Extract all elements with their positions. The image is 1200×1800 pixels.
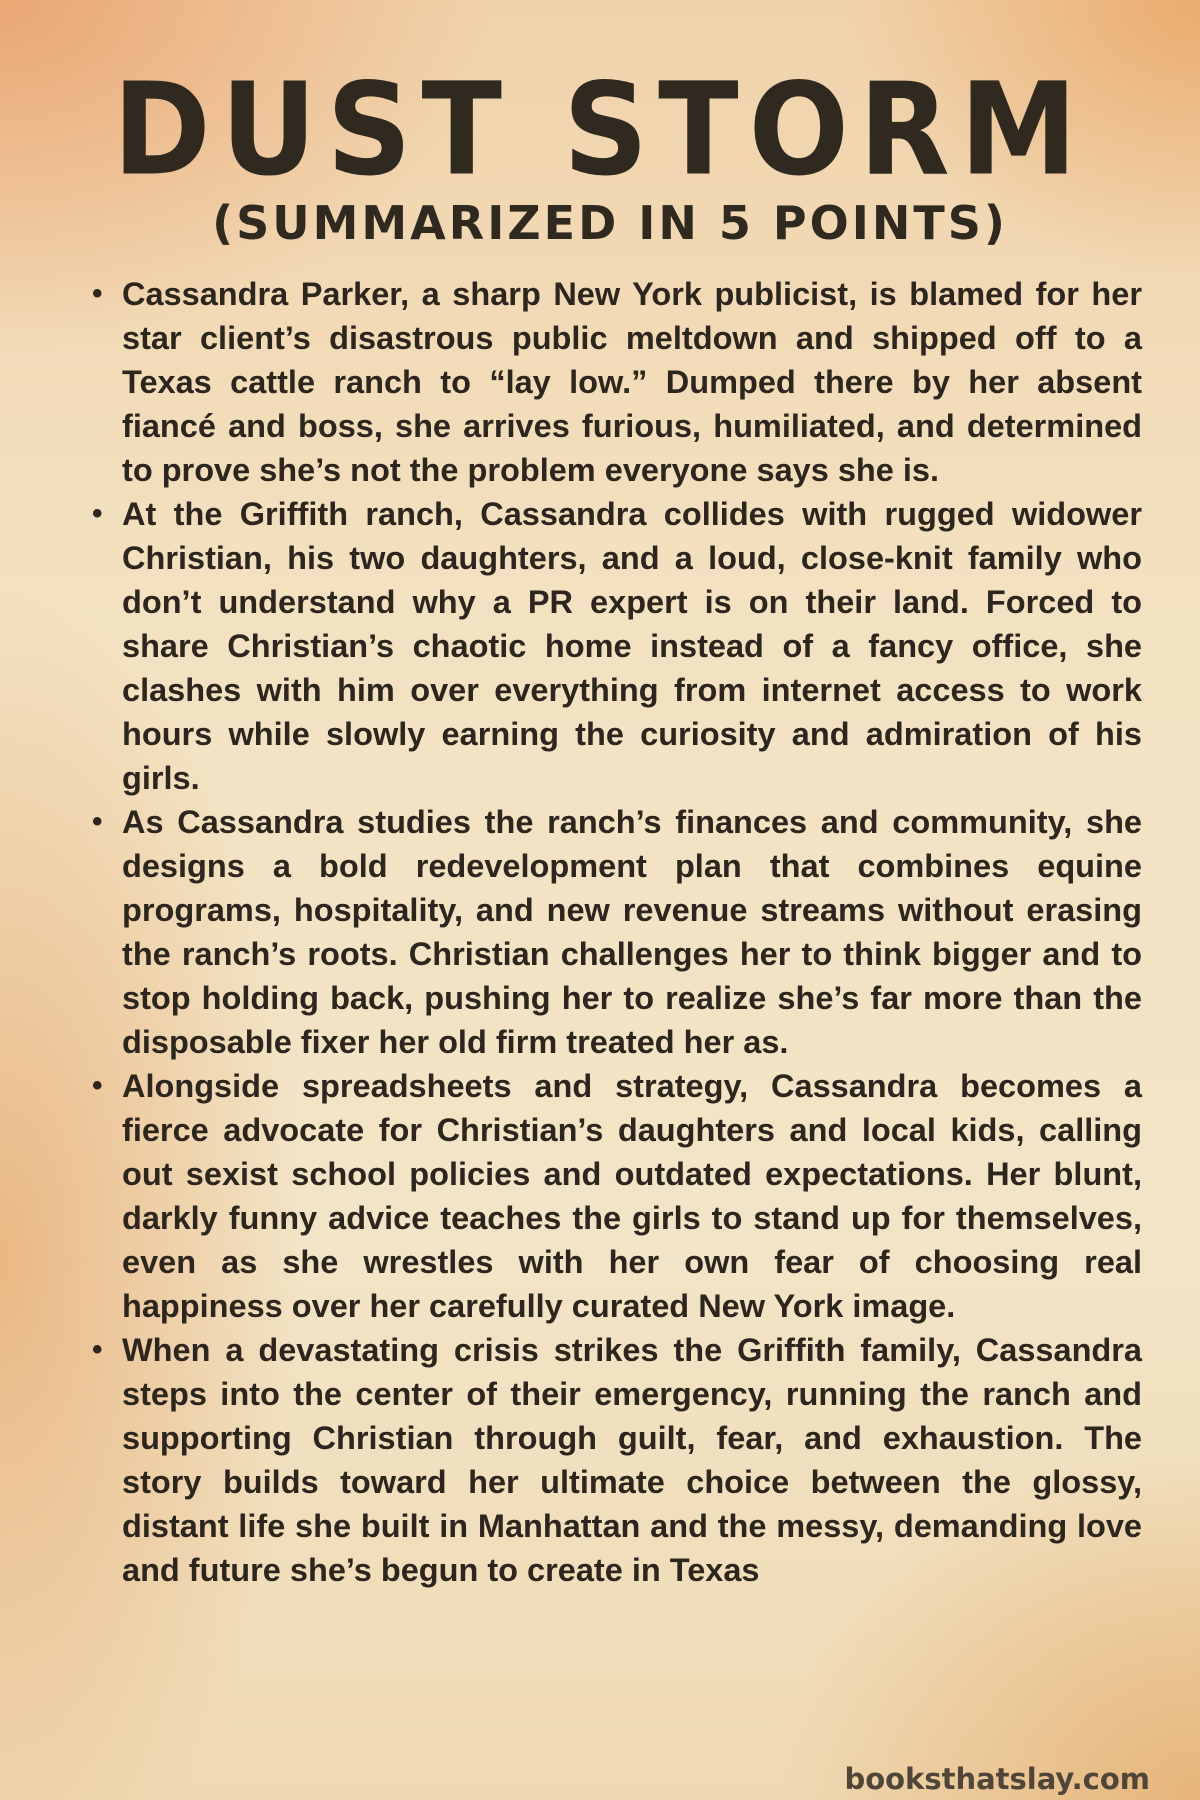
summary-point-5 bbox=[90, 1328, 1142, 1592]
summary-point-text: At the Griffith ranch, Cassandra collides with rugged widower Christian, his two daughters, and a loud, close-knit family who don’t understand why a PR expert is on their land. Forced to share Christian’s chaotic home instead of a fancy office, she clashes with him over everything from internet access to work hours while slowly earning the curiosity and admiration of his girls. bbox=[122, 496, 1142, 796]
summary-point-text: As Cassandra studies the ranch’s finances and community, she designs a bold redevelopment plan that combines equine programs, hospitality, and new revenue streams without erasing the ranch’s roots. Christian challenges her to think bigger and to stop holding back, pushing her to realize she’s far more than the disposable fixer her old firm treated her as. bbox=[122, 804, 1142, 1060]
bullet-icon: • bbox=[92, 805, 103, 838]
summary-point-text: Alongside spreadsheets and strategy, Cassandra becomes a fierce advocate for Christian’s daughters and local kids, calling out sexist school policies and outdated expectations. Her blunt, darkly funny advice teaches the girls to stand up for themselves, even as she wrestles with her own fear of choosing real happiness over her carefully curated New York image. bbox=[122, 1068, 1142, 1324]
bullet-icon: • bbox=[92, 497, 103, 530]
bullet-icon: • bbox=[92, 277, 103, 310]
summary-point-1 bbox=[90, 272, 1142, 492]
summary-points-list bbox=[90, 272, 1142, 1592]
bullet-icon: • bbox=[92, 1333, 103, 1366]
summary-point-3 bbox=[90, 800, 1142, 1064]
summary-point-2 bbox=[90, 492, 1142, 800]
summary-point-text: Cassandra Parker, a sharp New York publicist, is blamed for her star client’s disastrous public meltdown and shipped off to a Texas cattle ranch to “lay low.” Dumped there by her absent fiancé and boss, she arrives furious, humiliated, and determined to prove she’s not the problem everyone says she is. bbox=[122, 276, 1142, 488]
site-watermark: booksthatslay.com bbox=[844, 1762, 1150, 1796]
bullet-icon: • bbox=[92, 1069, 103, 1102]
page-title: DUST STORM bbox=[112, 54, 1088, 204]
page-subtitle: (SUMMARIZED IN 5 POINTS) bbox=[212, 196, 1008, 250]
summary-point-4 bbox=[90, 1064, 1142, 1328]
summary-point-text: When a devastating crisis strikes the Griffith family, Cassandra steps into the center of their emergency, running the ranch and supporting Christian through guilt, fear, and exhaustion. The story builds toward her ultimate choice between the glossy, distant life she built in Manhattan and the messy, demanding love and future she’s begun to create in Texas bbox=[122, 1332, 1142, 1588]
